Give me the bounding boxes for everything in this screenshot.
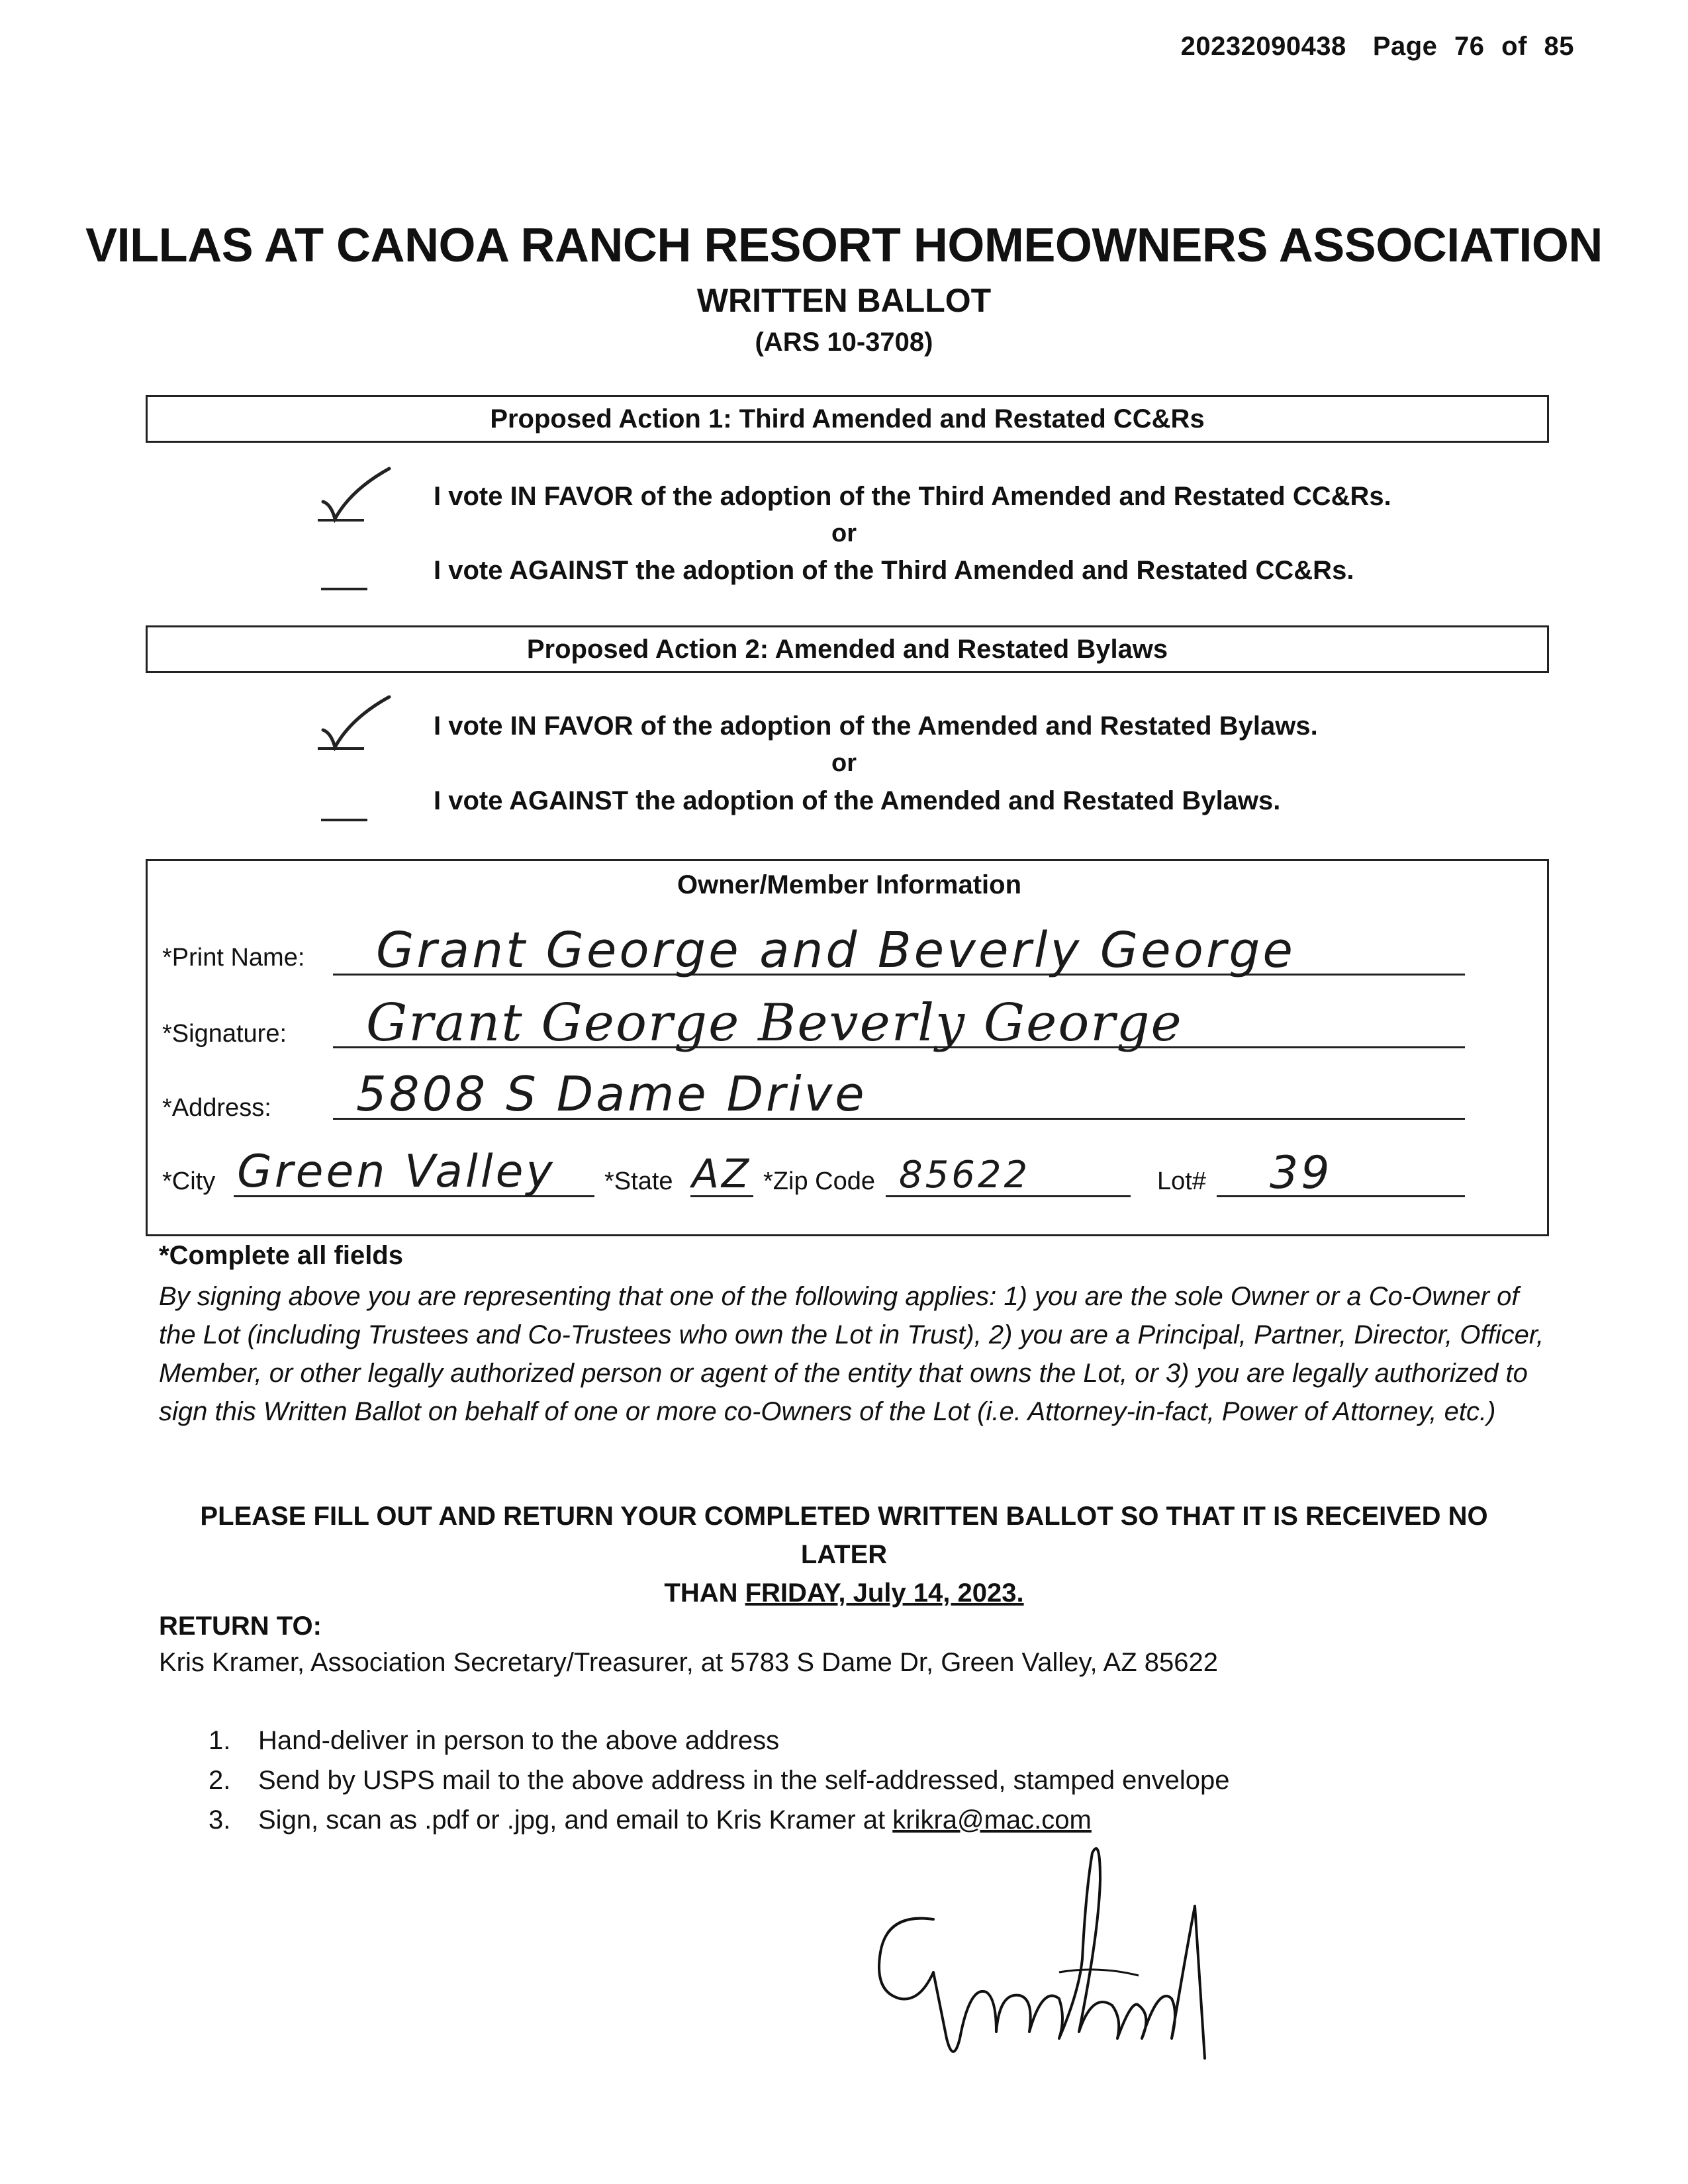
signing-disclaimer: By signing above you are representing that one of the following applies: 1) you are the sole Owner or a Co-Owner of the Lot (including Trustees and Co-Trustees who own the Lot in Trust), 2) you are a Principal, Partner, Director, Officer, Member, or other legally authorized person or agent of the entity that owns the Lot, or 3) you are legally authorized to sign this Written Ballot on behalf of one or more co-Owners of the Lot (i.e. Attorney-in-fact, Power of Attorney, etc.) bbox=[159, 1282, 1544, 1426]
list-item bbox=[209, 1800, 1230, 1840]
list-item-text-prefix: Sign, scan as .pdf or .jpg, and email to Kris Kramer at bbox=[258, 1805, 893, 1835]
action-1-favor-option: I vote IN FAVOR of the adoption of the Third Amended and Restated CC&Rs. bbox=[434, 482, 1391, 511]
action-2-against-option: I vote AGAINST the adoption of the Amended and Restated Bylaws. bbox=[434, 786, 1281, 815]
list-item-text: Hand-deliver in person to the above address bbox=[258, 1726, 780, 1755]
notice-line-1: PLEASE FILL OUT AND RETURN YOUR COMPLETED WRITTEN BALLOT SO THAT IT IS RECEIVED NO LATER bbox=[200, 1502, 1488, 1569]
action-1-against-option: I vote AGAINST the adoption of the Third Amended and Restated CC&Rs. bbox=[434, 556, 1354, 585]
action-1-favor-checkmark-icon[interactable] bbox=[311, 463, 397, 523]
list-item-text bbox=[258, 1800, 1092, 1840]
action-2-or: or bbox=[831, 749, 857, 777]
page-label: Page 76 of 85 bbox=[1372, 32, 1574, 61]
statute-reference: (ARS 10-3708) bbox=[755, 328, 933, 357]
action-1-heading-box bbox=[146, 395, 1549, 443]
list-item-number: 2. bbox=[209, 1766, 231, 1795]
action-2-heading-box bbox=[146, 625, 1549, 673]
action-1-heading: Proposed Action 1: Third Amended and Restated CC&Rs bbox=[490, 404, 1205, 433]
action-2-favor-checkmark-icon[interactable] bbox=[311, 692, 397, 751]
address-field[interactable]: 5808 S Dame Drive bbox=[356, 1066, 867, 1122]
return-methods-list bbox=[209, 1721, 1230, 1840]
action-2-against-checkbox[interactable] bbox=[321, 819, 367, 821]
document-number: 20232090438 bbox=[1180, 32, 1346, 61]
city-label: *City bbox=[162, 1167, 216, 1195]
action-2-favor-option: I vote IN FAVOR of the adoption of the Amended and Restated Bylaws. bbox=[434, 711, 1318, 741]
action-2-heading: Proposed Action 2: Amended and Restated Bylaws bbox=[526, 634, 1168, 664]
state-field[interactable]: AZ bbox=[692, 1151, 752, 1197]
list-item bbox=[209, 1760, 1230, 1800]
lot-line bbox=[1217, 1195, 1465, 1197]
address-label: *Address: bbox=[162, 1094, 271, 1122]
document-header bbox=[1181, 32, 1574, 62]
list-item-number: 3. bbox=[209, 1805, 231, 1835]
action-1-or: or bbox=[831, 520, 857, 547]
signature-label: *Signature: bbox=[162, 1020, 287, 1048]
action-1-against-checkbox[interactable] bbox=[321, 588, 367, 590]
print-name-label: *Print Name: bbox=[162, 944, 305, 972]
state-label: *State bbox=[604, 1167, 673, 1195]
owner-information-box bbox=[146, 859, 1549, 1236]
notice-deadline: FRIDAY, July 14, 2023. bbox=[745, 1578, 1024, 1608]
list-item bbox=[209, 1721, 1230, 1760]
notice-line-2 bbox=[159, 1574, 1529, 1612]
lot-label: Lot# bbox=[1157, 1167, 1206, 1195]
ballot-title: WRITTEN BALLOT bbox=[696, 282, 992, 319]
return-to-label: RETURN TO: bbox=[159, 1612, 322, 1641]
city-field[interactable]: Green Valley bbox=[237, 1146, 555, 1198]
notice-prefix: THAN bbox=[664, 1578, 745, 1608]
zip-field[interactable]: 85622 bbox=[899, 1154, 1031, 1197]
return-deadline-notice bbox=[159, 1497, 1529, 1612]
owner-heading: Owner/Member Information bbox=[677, 870, 1022, 899]
list-item-number: 1. bbox=[209, 1726, 231, 1755]
list-item-text: Send by USPS mail to the above address in the self-addressed, stamped envelope bbox=[258, 1766, 1230, 1795]
handwritten-signature-icon bbox=[861, 1840, 1231, 2078]
zip-label: *Zip Code bbox=[763, 1167, 875, 1195]
print-name-field[interactable]: Grant George and Beverly George bbox=[376, 922, 1295, 979]
association-title: VILLAS AT CANOA RANCH RESORT HOMEOWNERS ASSOCIATION bbox=[85, 219, 1603, 272]
lot-field[interactable]: 39 bbox=[1270, 1147, 1333, 1199]
email-link[interactable]: krikra@mac.com bbox=[892, 1805, 1092, 1835]
return-address: Kris Kramer, Association Secretary/Treasurer, at 5783 S Dame Dr, Green Valley, AZ 85622 bbox=[159, 1648, 1218, 1677]
complete-all-fields-note: *Complete all fields bbox=[159, 1241, 403, 1270]
signature-field[interactable]: Grant George Beverly George bbox=[366, 993, 1183, 1053]
